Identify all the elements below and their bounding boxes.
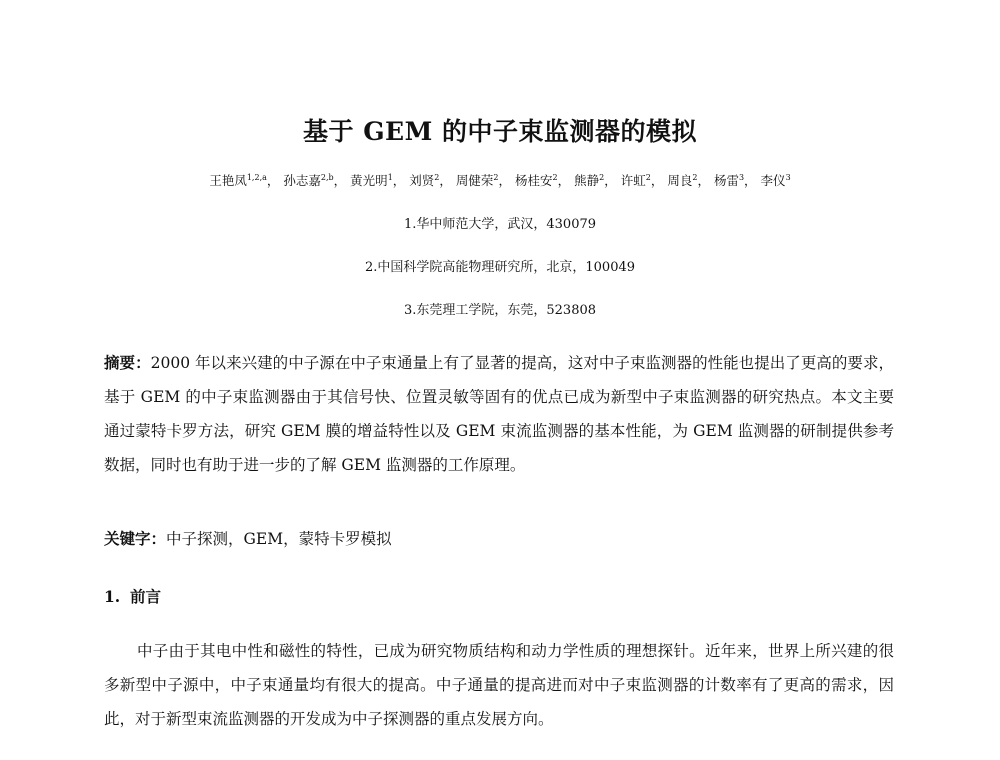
author: 熊静$^2$，: [574, 172, 617, 188]
affiliation-3: 3.东莞理工学院，东莞，523808: [403, 303, 597, 318]
abstract-label: 摘要：: [104, 353, 151, 372]
author: 孙志嘉$^{2,b}$，: [283, 172, 347, 188]
author: 黄光明$^1$，: [350, 172, 406, 188]
author-list: [0, 172, 1000, 190]
paper-title: 基于 GEM 的中子束监测器的模拟: [303, 117, 697, 146]
keywords: [104, 528, 392, 550]
author: 周良$^2$，: [667, 172, 710, 188]
keywords-text: 中子探测，GEM，蒙特卡罗模拟: [166, 530, 392, 548]
author: 王艳凤$^{1,2,a}$，: [209, 172, 280, 188]
author: 杨雷$^3$，: [713, 172, 757, 188]
section-title: 前言: [130, 587, 162, 606]
abstract: [104, 346, 894, 482]
author: 周健荣$^2$，: [455, 172, 512, 188]
affiliation-2: 2.中国科学院高能物理研究所，北京，100049: [364, 260, 636, 275]
author: 李仪$^3$: [760, 172, 791, 188]
affiliation-1: 1.华中师范大学，武汉，430079: [403, 217, 597, 232]
intro-paragraph: 中子由于其电中性和磁性的特性，已成为研究物质结构和动力学性质的理想探针。近年来，世界上所兴建的很多新型中子源中，中子束通量均有很大的提高。中子通量的提高进而对中子束监测器的计数率有了更高的需求，因此，对于新型束流监测器的开发成为中子探测器的重点发展方向。: [104, 642, 894, 728]
author: 许虹$^2$，: [620, 172, 664, 188]
author: 刘贤$^2$，: [409, 172, 452, 188]
keywords-label: 关键字：: [104, 529, 167, 548]
abstract-text: 2000 年以来兴建的中子源在中子束通量上有了显著的提高，这对中子束监测器的性能也提出了更高的要求，基于 GEM 的中子束监测器由于其信号快、位置灵敏等固有的优点已成为新型中子束监测器的研究热点。本文主要通过蒙特卡罗方法，研究 GEM 膜的增益特性以及 GEM 束流监测器的基本性能，为 GEM 监测器的研制提供参考数据，同时也有助于进一步的了解 GEM 监测器的工作原理。: [104, 354, 894, 474]
author: 杨桂安$^2$，: [515, 172, 571, 188]
section-heading: [104, 586, 161, 608]
section-number: 1.: [104, 587, 121, 606]
